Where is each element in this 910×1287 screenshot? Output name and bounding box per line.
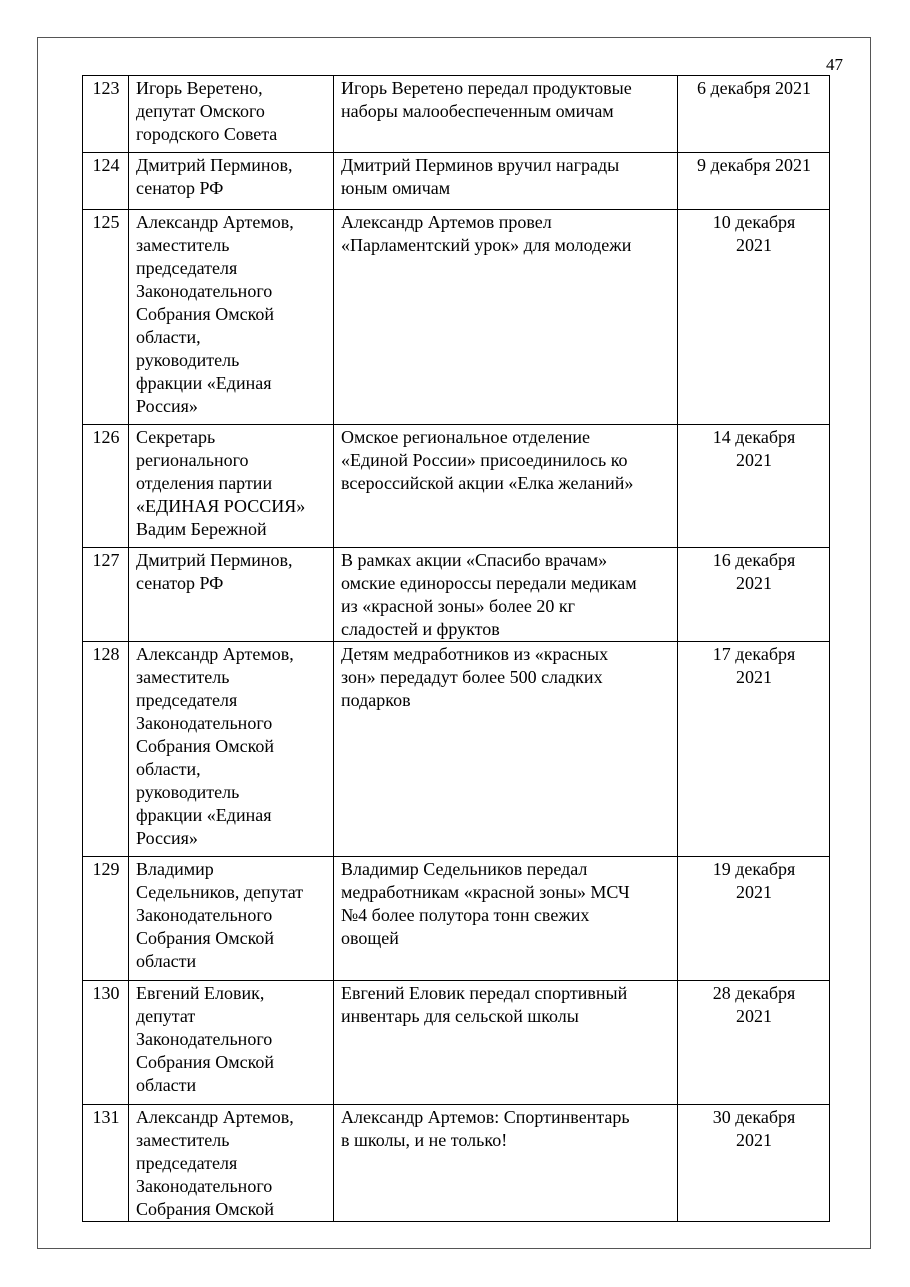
row-author: Владимир Седельников, депутат Законодательного Собрания Омской области: [129, 857, 334, 981]
row-number: 128: [83, 642, 129, 857]
table-row: [83, 857, 830, 981]
row-number: 127: [83, 548, 129, 642]
row-title: В рамках акции «Спасибо врачам» омские единороссы передали медикам из «красной зоны» более 20 кг сладостей и фруктов: [334, 548, 678, 642]
row-number: 130: [83, 981, 129, 1105]
table-row: [83, 425, 830, 548]
row-number: 125: [83, 210, 129, 425]
row-title: Детям медработников из «красных зон» передадут более 500 сладких подарков: [334, 642, 678, 857]
row-author: Александр Артемов, заместитель председателя Законодательного Собрания Омской области, руководитель фракции «Единая Россия»: [129, 210, 334, 425]
row-title: Евгений Еловик передал спортивный инвентарь для сельской школы: [334, 981, 678, 1105]
row-title: Игорь Веретено передал продуктовые наборы малообеспеченным омичам: [334, 76, 678, 153]
row-date: 16 декабря 2021: [678, 548, 830, 642]
row-author: Дмитрий Перминов, сенатор РФ: [129, 153, 334, 210]
row-title: Владимир Седельников передал медработникам «красной зоны» МСЧ №4 более полутора тонн свежих овощей: [334, 857, 678, 981]
row-author: Дмитрий Перминов, сенатор РФ: [129, 548, 334, 642]
row-author: Александр Артемов, заместитель председателя Законодательного Собрания Омской: [129, 1105, 334, 1222]
table-row: [83, 642, 830, 857]
row-date: 30 декабря 2021: [678, 1105, 830, 1222]
table-row: [83, 210, 830, 425]
row-number: 126: [83, 425, 129, 548]
row-number: 129: [83, 857, 129, 981]
row-author: Секретарь регионального отделения партии «ЕДИНАЯ РОССИЯ» Вадим Бережной: [129, 425, 334, 548]
row-date: 10 декабря 2021: [678, 210, 830, 425]
row-number: 123: [83, 76, 129, 153]
row-title: Александр Артемов провел «Парламентский урок» для молодежи: [334, 210, 678, 425]
row-number: 131: [83, 1105, 129, 1222]
row-date: 19 декабря 2021: [678, 857, 830, 981]
row-title: Дмитрий Перминов вручил награды юным омичам: [334, 153, 678, 210]
row-author: Александр Артемов, заместитель председателя Законодательного Собрания Омской области, руководитель фракции «Единая Россия»: [129, 642, 334, 857]
page-number: 47: [826, 55, 843, 74]
events-table: [82, 75, 830, 1222]
row-date: 9 декабря 2021: [678, 153, 830, 210]
row-author: Евгений Еловик, депутат Законодательного Собрания Омской области: [129, 981, 334, 1105]
row-date: 28 декабря 2021: [678, 981, 830, 1105]
row-number: 124: [83, 153, 129, 210]
row-date: 14 декабря 2021: [678, 425, 830, 548]
table-row: [83, 153, 830, 210]
row-title: Омское региональное отделение «Единой России» присоединилось ко всероссийской акции «Елка желаний»: [334, 425, 678, 548]
row-author: Игорь Веретено, депутат Омского городского Совета: [129, 76, 334, 153]
row-date: 17 декабря 2021: [678, 642, 830, 857]
table-row: [83, 76, 830, 153]
row-date: 6 декабря 2021: [678, 76, 830, 153]
row-title: Александр Артемов: Спортинвентарь в школы, и не только!: [334, 1105, 678, 1222]
table-row: [83, 548, 830, 642]
table-row: [83, 1105, 830, 1222]
table-row: [83, 981, 830, 1105]
